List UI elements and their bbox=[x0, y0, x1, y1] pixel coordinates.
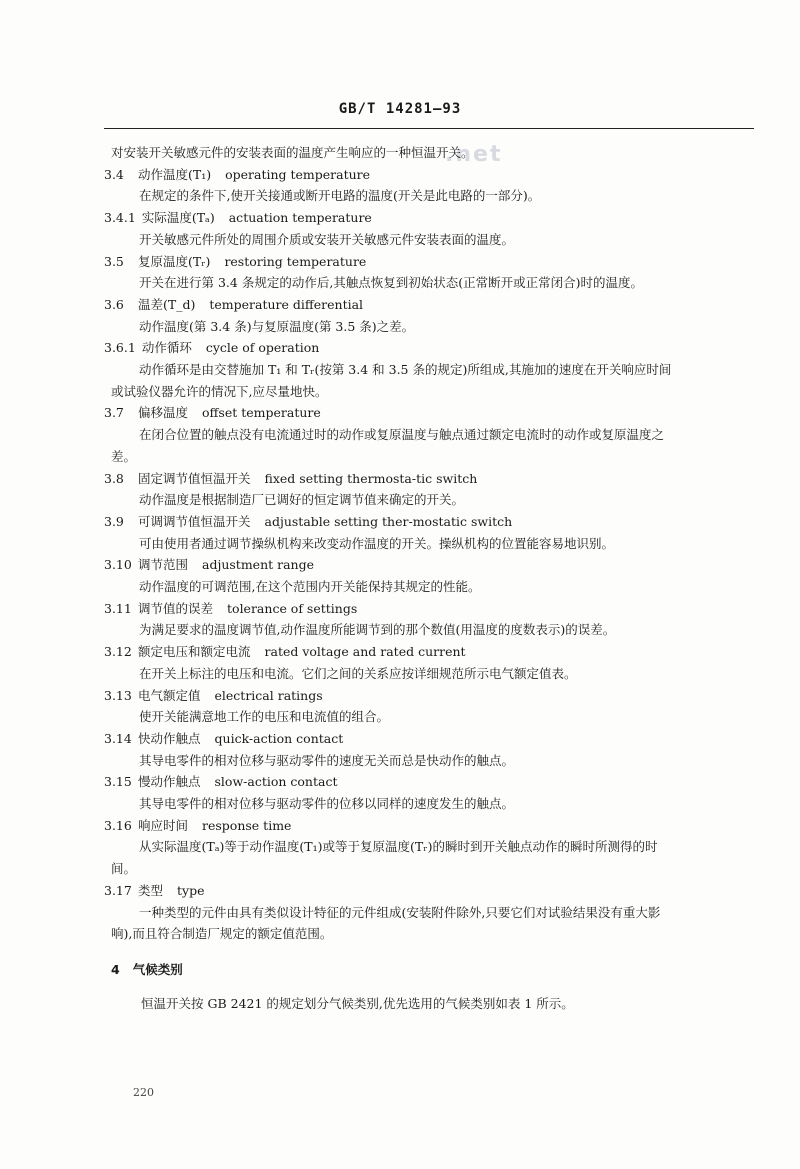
body-paragraph-line: 从实际温度(Tₐ)等于动作温度(T₁)或等于复原温度(Tᵣ)的瞬时到开关触点动作的瞬时所测得的时 bbox=[139, 839, 658, 855]
term-chinese: 类型 bbox=[138, 882, 164, 898]
body-paragraph-line: 动作循环是由交替施加 T₁ 和 Tᵣ(按第 3.4 和 3.5 条的规定)所组成,其施加的速度在开关响应时间 bbox=[139, 362, 672, 377]
section-number: 4 bbox=[111, 962, 120, 977]
clause-number: 3.6 bbox=[104, 296, 124, 312]
body-paragraph-line: 间。 bbox=[111, 861, 137, 877]
clause-number: 3.7 bbox=[104, 405, 124, 421]
clause-number: 3.15 bbox=[104, 774, 132, 790]
term-chinese: 额定电压和额定电流 bbox=[138, 644, 251, 660]
term-chinese: 快动作触点 bbox=[138, 730, 201, 746]
term-chinese: 复原温度(Tᵣ) bbox=[138, 253, 211, 269]
term-english: operating temperature bbox=[225, 166, 371, 182]
watermark: .net bbox=[445, 142, 503, 167]
term-english: slow-action contact bbox=[214, 774, 338, 790]
clause-number: 3.6.1 bbox=[104, 340, 136, 356]
term-chinese: 慢动作触点 bbox=[138, 774, 201, 790]
term-heading bbox=[104, 340, 319, 356]
term-chinese: 响应时间 bbox=[138, 817, 189, 833]
clause-number: 3.14 bbox=[104, 730, 132, 746]
term-heading bbox=[104, 731, 343, 747]
body-paragraph-line: 开关敏感元件所处的周围介质或安装开关敏感元件安装表面的温度。 bbox=[139, 231, 515, 247]
term-english: offset temperature bbox=[202, 405, 321, 421]
section-title: 气候类别 bbox=[132, 962, 183, 977]
term-chinese: 可调调节值恒温开关 bbox=[138, 513, 251, 529]
clause-number: 3.11 bbox=[104, 600, 132, 616]
term-chinese: 实际温度(Tₐ) bbox=[141, 210, 215, 226]
term-heading bbox=[104, 471, 477, 487]
term-chinese: 温差(T_d) bbox=[138, 296, 196, 312]
term-chinese: 固定调节值恒温开关 bbox=[138, 470, 251, 486]
page-number: 220 bbox=[133, 1086, 154, 1099]
section-4-text: 恒温开关按 GB 2421 的规定划分气候类别,优先选用的气候类别如表 1 所示。 bbox=[141, 996, 574, 1011]
body-paragraph-line: 为满足要求的温度调节值,动作温度所能调节到的那个数值(用温度的度数表示)的误差。 bbox=[139, 622, 616, 638]
body-paragraph-line: 对安装开关敏感元件的安装表面的温度产生响应的一种恒温开关。 bbox=[111, 145, 474, 160]
term-chinese: 调节值的误差 bbox=[138, 600, 214, 616]
clause-number: 3.16 bbox=[104, 817, 132, 833]
term-heading bbox=[104, 514, 512, 530]
clause-number: 3.4.1 bbox=[104, 210, 136, 226]
term-heading bbox=[104, 818, 291, 834]
term-english: response time bbox=[202, 817, 292, 833]
term-english: cycle of operation bbox=[205, 340, 320, 356]
standard-code-header: GB/T 14281—93 bbox=[338, 101, 462, 117]
clause-number: 3.9 bbox=[104, 513, 124, 529]
body-paragraph-line: 其导电零件的相对位移与驱动零件的位移以同样的速度发生的触点。 bbox=[139, 796, 515, 811]
term-english: temperature differential bbox=[209, 296, 364, 312]
term-heading bbox=[104, 774, 337, 790]
body-paragraph-line: 动作温度(第 3.4 条)与复原温度(第 3.5 条)之差。 bbox=[139, 318, 415, 334]
term-heading bbox=[104, 644, 466, 660]
term-heading bbox=[104, 297, 363, 313]
term-english: type bbox=[177, 882, 205, 898]
body-paragraph-line: 在开关上标注的电压和电流。它们之间的关系应按详细规范所示电气额定值表。 bbox=[139, 665, 577, 681]
clause-number: 3.17 bbox=[104, 882, 132, 898]
body-paragraph-line: 差。 bbox=[111, 448, 137, 464]
clause-number: 3.13 bbox=[104, 687, 132, 703]
term-chinese: 偏移温度 bbox=[138, 405, 189, 421]
term-heading bbox=[104, 557, 314, 573]
clause-number: 3.12 bbox=[104, 644, 132, 660]
term-heading bbox=[104, 405, 321, 421]
term-chinese: 动作循环 bbox=[141, 340, 192, 356]
term-english: adjustment range bbox=[202, 557, 315, 573]
body-paragraph-line: 动作温度的可调范围,在这个范围内开关能保持其规定的性能。 bbox=[139, 579, 481, 594]
term-english: actuation temperature bbox=[228, 210, 372, 226]
body-paragraph-line: 使开关能满意地工作的电压和电流值的组合。 bbox=[139, 709, 390, 725]
clause-number: 3.8 bbox=[104, 470, 124, 486]
term-english: tolerance of settings bbox=[227, 600, 358, 616]
body-paragraph-line: 在规定的条件下,使开关接通或断开电路的温度(开关是此电路的一部分)。 bbox=[139, 188, 541, 204]
body-paragraph-line: 在闭合位置的触点没有电流通过时的动作或复原温度与触点通过额定电流时的动作或复原温度之 bbox=[139, 427, 665, 443]
term-english: fixed setting thermosta-tic switch bbox=[264, 470, 478, 486]
body-paragraph-line: 一种类型的元件由具有类似设计特征的元件组成(安装附件除外,只要它们对试验结果没有重大影 bbox=[139, 904, 661, 920]
body-paragraph-line: 可由使用者通过调节操纵机构来改变动作温度的开关。操纵机构的位置能容易地识别。 bbox=[139, 535, 615, 551]
term-chinese: 调节范围 bbox=[138, 557, 189, 573]
body-paragraph-line: 响),而且符合制造厂规定的额定值范围。 bbox=[111, 926, 333, 942]
term-heading bbox=[104, 883, 205, 899]
clause-number: 3.10 bbox=[104, 557, 132, 573]
body-paragraph-line: 其导电零件的相对位移与驱动零件的速度无关而总是快动作的触点。 bbox=[139, 752, 515, 768]
term-heading bbox=[104, 254, 366, 270]
term-english: rated voltage and rated current bbox=[264, 644, 466, 660]
term-english: restoring temperature bbox=[224, 253, 367, 269]
body-paragraph-line: 动作温度是根据制造厂已调好的恒定调节值来确定的开关。 bbox=[139, 492, 465, 508]
clause-number: 3.5 bbox=[104, 253, 124, 269]
term-heading bbox=[104, 601, 357, 617]
body-paragraph-line: 开关在进行第 3.4 条规定的动作后,其触点恢复到初始状态(正常断开或正常闭合)时的温度。 bbox=[139, 275, 644, 291]
clause-number: 3.4 bbox=[104, 166, 124, 182]
term-heading bbox=[104, 210, 372, 226]
header-rule bbox=[104, 128, 754, 129]
section-4-heading bbox=[111, 962, 183, 978]
term-chinese: 动作温度(T₁) bbox=[138, 166, 212, 182]
term-heading bbox=[104, 167, 370, 183]
term-english: quick-action contact bbox=[214, 730, 344, 746]
body-paragraph-line: 或试验仪器允许的情况下,应尽量地快。 bbox=[111, 383, 328, 399]
term-chinese: 电气额定值 bbox=[138, 687, 201, 703]
term-english: adjustable setting ther-mostatic switch bbox=[264, 513, 513, 529]
term-english: electrical ratings bbox=[214, 687, 323, 703]
term-heading bbox=[104, 688, 323, 704]
